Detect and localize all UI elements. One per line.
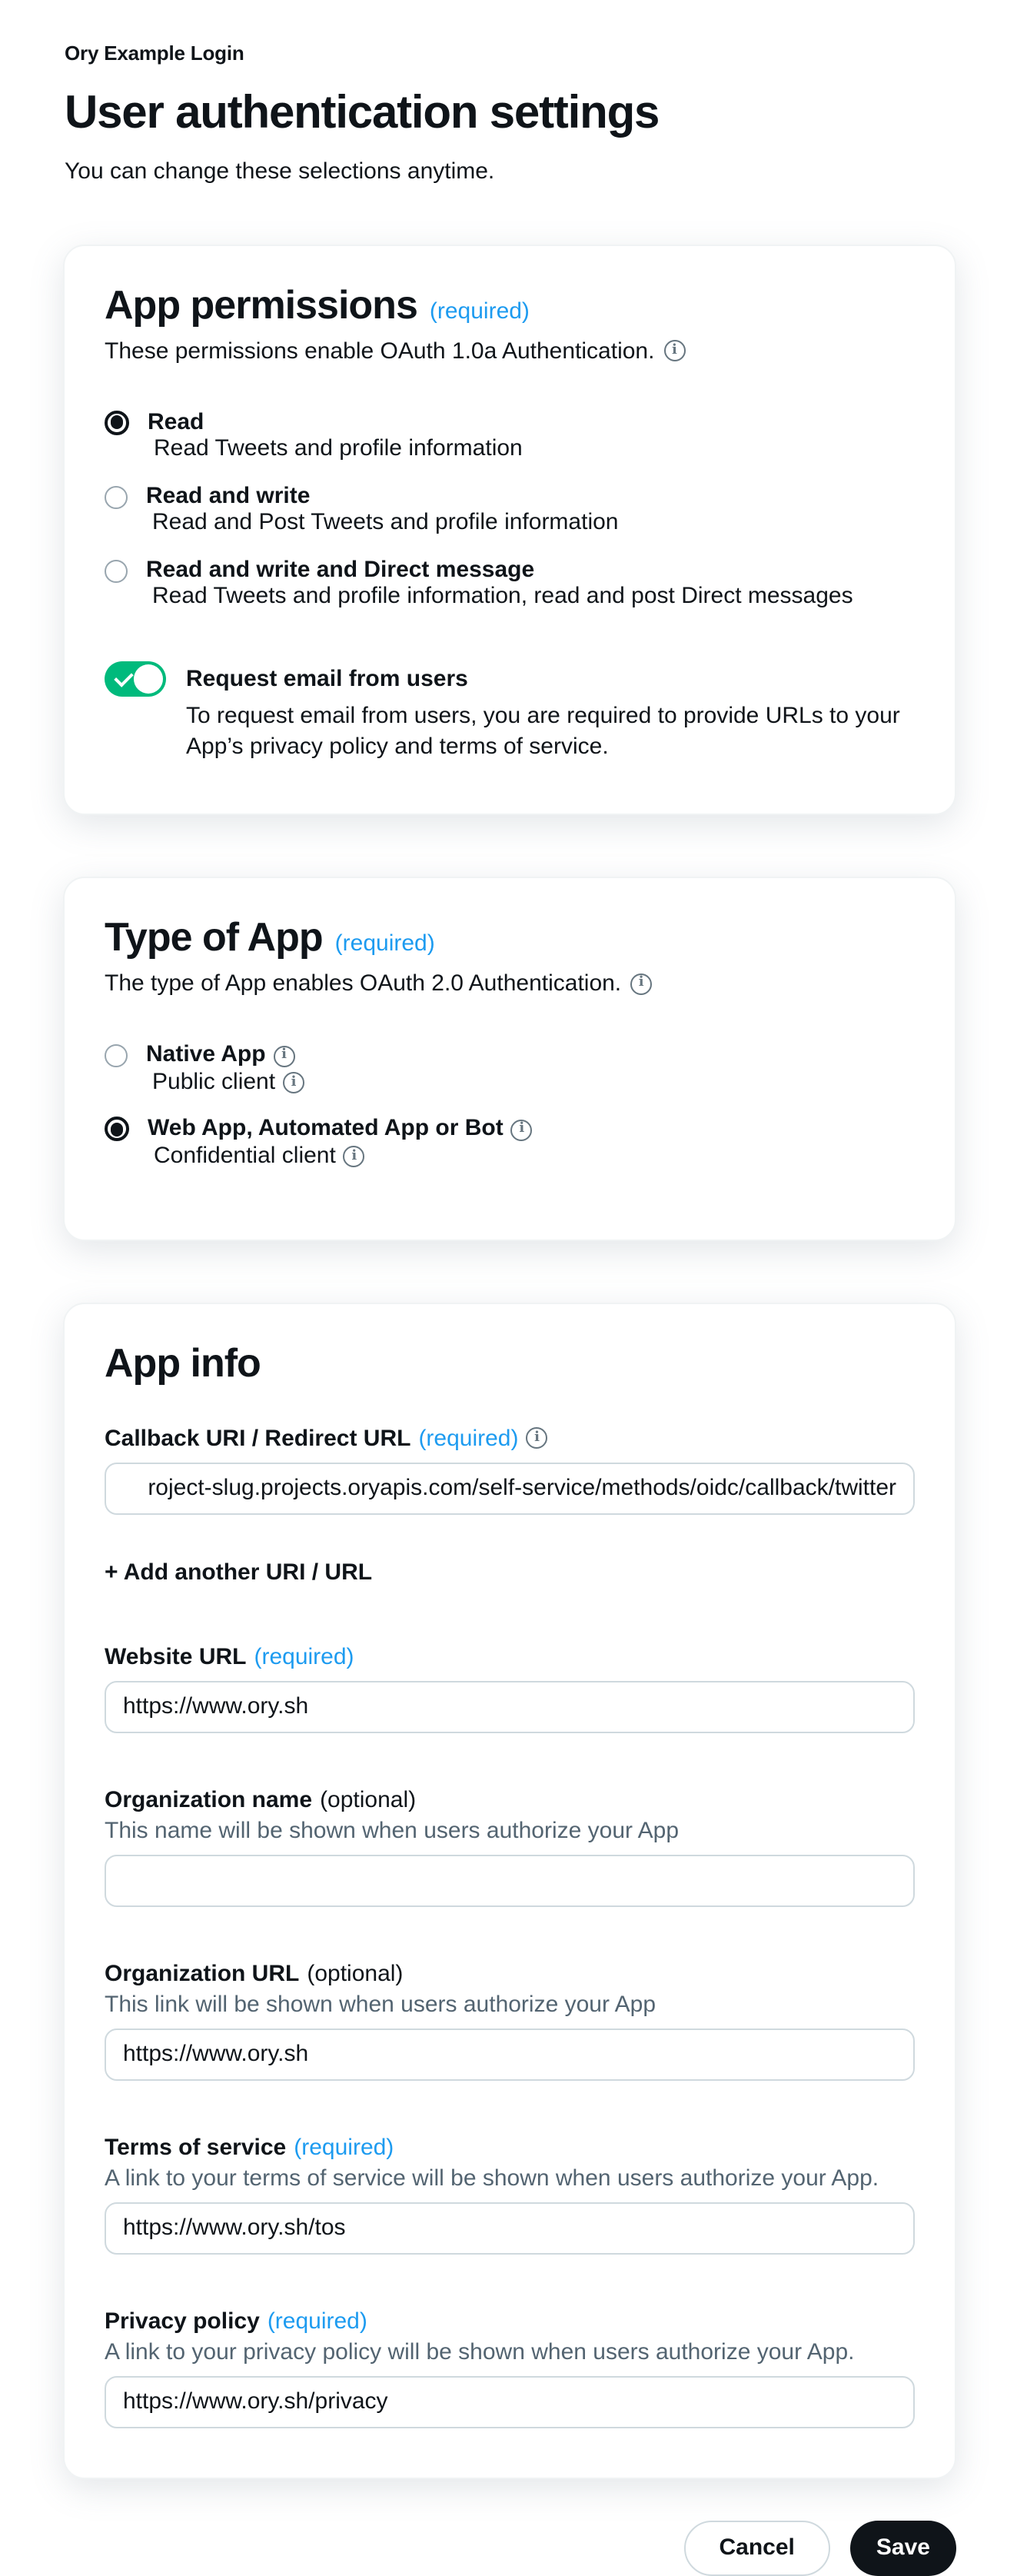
callback-url-field bbox=[105, 1426, 915, 1515]
info-icon[interactable] bbox=[663, 341, 685, 362]
info-icon[interactable] bbox=[344, 1146, 365, 1167]
cancel-button[interactable]: Cancel bbox=[684, 2521, 830, 2576]
radio-label: Read and write and Direct message bbox=[146, 556, 535, 583]
privacy-policy-field bbox=[105, 2308, 915, 2428]
organization-name-label: Organization name bbox=[105, 1786, 313, 1813]
organization-name-input[interactable] bbox=[105, 1855, 915, 1907]
required-badge: (required) bbox=[254, 1643, 354, 1670]
radio-description: Read Tweets and profile information, read and post Direct messages bbox=[152, 583, 853, 610]
callback-url-input[interactable] bbox=[105, 1463, 915, 1515]
type-of-app-title: Type of App bbox=[105, 914, 323, 960]
organization-name-hint: This name will be shown when users authorize your App bbox=[105, 1817, 680, 1844]
radio-label: Web App, Automated App or Bot bbox=[148, 1115, 504, 1142]
add-another-url-link[interactable]: + Add another URI / URL bbox=[105, 1559, 373, 1586]
radio-description: Public client bbox=[152, 1068, 276, 1095]
info-icon[interactable] bbox=[274, 1045, 295, 1067]
app-info-card bbox=[63, 1303, 956, 2479]
app-info-title-row bbox=[105, 1340, 915, 1386]
terms-of-service-input[interactable] bbox=[105, 2202, 915, 2255]
required-badge: (required) bbox=[294, 2134, 394, 2161]
type-of-app-options bbox=[105, 1043, 915, 1170]
radio-description: Confidential client bbox=[154, 1142, 336, 1169]
organization-name-field bbox=[105, 1787, 915, 1907]
toggle-knob[interactable] bbox=[134, 664, 163, 694]
radio-button[interactable] bbox=[105, 1117, 129, 1142]
callback-url-label: Callback URI / Redirect URL bbox=[105, 1425, 411, 1452]
required-badge: (required) bbox=[334, 930, 435, 957]
save-button[interactable]: Save bbox=[850, 2521, 956, 2576]
type-of-app-title-row bbox=[105, 914, 915, 960]
website-url-input[interactable] bbox=[105, 1681, 915, 1733]
info-icon[interactable] bbox=[283, 1072, 304, 1093]
type-of-app-card bbox=[63, 877, 956, 1242]
app-permissions-card bbox=[63, 244, 956, 815]
app-name: Ory Example Login bbox=[65, 42, 244, 65]
required-badge: (required) bbox=[429, 298, 530, 324]
info-icon[interactable] bbox=[630, 973, 652, 995]
privacy-policy-hint: A link to your privacy policy will be shown when users authorize your App. bbox=[105, 2338, 855, 2365]
app-permissions-title: App permissions bbox=[105, 281, 417, 327]
type-of-app-description bbox=[105, 971, 915, 997]
request-email-description: To request email from users, you are required to provide URLs to your App’s privacy policy and terms of service. bbox=[186, 702, 900, 760]
page-subtitle: You can change these selections anytime. bbox=[65, 158, 495, 184]
required-badge: (required) bbox=[267, 2308, 367, 2335]
radio-label: Read and write bbox=[146, 482, 311, 509]
radio-button[interactable] bbox=[105, 1045, 128, 1068]
required-badge: (required) bbox=[418, 1425, 519, 1452]
request-email-row bbox=[105, 661, 915, 765]
terms-of-service-hint: A link to your terms of service will be shown when users authorize your App. bbox=[105, 2165, 879, 2192]
terms-of-service-label: Terms of service bbox=[105, 2134, 287, 2161]
form-actions bbox=[63, 2521, 956, 2576]
radio-description: Read Tweets and profile information bbox=[154, 435, 523, 462]
privacy-policy-label: Privacy policy bbox=[105, 2308, 260, 2335]
request-email-toggle[interactable] bbox=[105, 661, 166, 697]
organization-url-input[interactable] bbox=[105, 2029, 915, 2081]
radio-description: Read and Post Tweets and profile information bbox=[152, 509, 619, 536]
info-icon[interactable] bbox=[511, 1119, 533, 1140]
optional-badge: (optional) bbox=[320, 1786, 417, 1813]
callback-url-value: roject-slug.projects.oryapis.com/self-service/methods/oidc/callback/twitter bbox=[148, 1475, 896, 1502]
website-url-label: Website URL bbox=[105, 1643, 247, 1670]
radio-option-read-write-dm[interactable] bbox=[105, 558, 915, 611]
organization-url-label: Organization URL bbox=[105, 1960, 300, 1987]
app-permissions-description-text: These permissions enable OAuth 1.0a Authentication. bbox=[105, 338, 655, 364]
organization-url-hint: This link will be shown when users authorize your App bbox=[105, 1991, 656, 2018]
radio-option-web-app[interactable] bbox=[105, 1117, 915, 1170]
organization-url-field bbox=[105, 1961, 915, 2081]
privacy-policy-input[interactable] bbox=[105, 2376, 915, 2428]
optional-badge: (optional) bbox=[307, 1960, 404, 1987]
page-title: User authentication settings bbox=[65, 88, 660, 138]
request-email-label: Request email from users bbox=[186, 665, 468, 692]
radio-button[interactable] bbox=[105, 486, 128, 509]
radio-option-read-write[interactable] bbox=[105, 484, 915, 537]
radio-label: Native App bbox=[146, 1041, 266, 1068]
app-permissions-description bbox=[105, 338, 915, 364]
page-header bbox=[0, 0, 1027, 184]
radio-option-native-app[interactable] bbox=[105, 1043, 915, 1096]
type-of-app-description-text: The type of App enables OAuth 2.0 Authentication. bbox=[105, 970, 622, 997]
app-permissions-title-row bbox=[105, 281, 915, 327]
radio-label: Read bbox=[148, 408, 204, 435]
radio-button[interactable] bbox=[105, 560, 128, 583]
radio-button[interactable] bbox=[105, 411, 129, 435]
info-icon[interactable] bbox=[527, 1428, 548, 1449]
radio-option-read[interactable] bbox=[105, 408, 915, 463]
app-info-title: App info bbox=[105, 1340, 261, 1386]
website-url-field bbox=[105, 1644, 915, 1733]
terms-of-service-field bbox=[105, 2135, 915, 2255]
check-icon bbox=[114, 667, 133, 687]
app-permissions-options bbox=[105, 408, 915, 611]
